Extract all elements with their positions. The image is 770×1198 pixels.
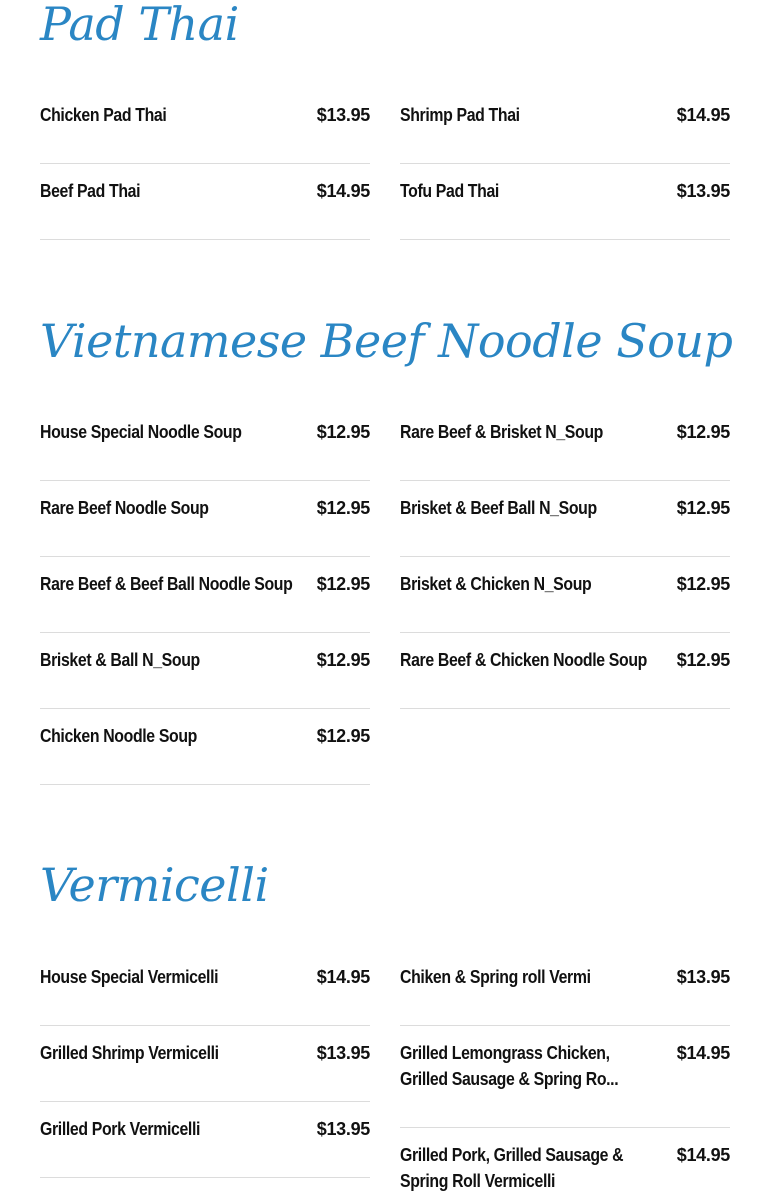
menu-item-price: $13.95 [316, 1119, 370, 1139]
menu-item-price: $12.95 [316, 422, 370, 442]
menu-column-left [40, 964, 370, 1178]
menu-item-name: Shrimp Pad Thai [400, 105, 520, 125]
menu-item-price: $12.95 [676, 422, 730, 442]
menu-item-price: $13.95 [676, 181, 730, 201]
menu-item[interactable] [40, 164, 370, 240]
menu-item[interactable] [40, 419, 370, 481]
menu-item-price: $14.95 [316, 967, 370, 987]
menu-item-name: Rare Beef & Beef Ball Noodle Soup [40, 574, 293, 594]
menu-item[interactable] [40, 1026, 370, 1102]
menu-item-price: $12.95 [316, 574, 370, 594]
menu-item-name: Tofu Pad Thai [400, 181, 499, 201]
menu-item-name: Chicken Noodle Soup [40, 726, 198, 746]
menu-item[interactable] [400, 419, 730, 481]
menu-item-name: Rare Beef Noodle Soup [40, 498, 209, 518]
menu-item[interactable] [400, 633, 730, 709]
menu-item-name: Chiken & Spring roll Vermi [400, 967, 591, 987]
menu-item[interactable] [400, 1026, 730, 1128]
menu-item-name: Rare Beef & Brisket N_Soup [400, 422, 604, 442]
menu-item-name: Brisket & Ball N_Soup [40, 650, 200, 670]
menu-item[interactable] [40, 1102, 370, 1178]
menu-item-name: Rare Beef & Chicken Noodle Soup [400, 650, 647, 670]
menu-item[interactable] [400, 964, 730, 1026]
menu-item-price: $12.95 [316, 726, 370, 746]
menu-item[interactable] [400, 164, 730, 240]
menu-item-name: Brisket & Beef Ball N_Soup [400, 498, 597, 518]
menu-item-name: House Special Vermicelli [40, 967, 219, 987]
menu-item-name: Grilled Pork Vermicelli [40, 1119, 201, 1139]
menu-item-name: Grilled Lemongrass Chicken, Grilled Sausage & Spring Ro... [400, 1043, 619, 1089]
menu-item-price: $13.95 [316, 1043, 370, 1063]
menu-item-name: Brisket & Chicken N_Soup [400, 574, 592, 594]
menu-item[interactable] [40, 709, 370, 785]
section-title: Vietnamese Beef Noodle Soup [40, 314, 733, 368]
menu-item-price: $14.95 [676, 1145, 730, 1165]
menu-item[interactable] [40, 102, 370, 164]
menu-item-price: $12.95 [316, 498, 370, 518]
menu-item-price: $12.95 [676, 574, 730, 594]
menu-item[interactable] [40, 633, 370, 709]
menu-item-price: $12.95 [316, 650, 370, 670]
menu-item[interactable] [400, 481, 730, 557]
menu-column-left [40, 419, 370, 785]
menu-item-price: $12.95 [676, 650, 730, 670]
menu-item[interactable] [400, 557, 730, 633]
menu-item[interactable] [400, 1128, 730, 1198]
menu-item[interactable] [40, 481, 370, 557]
menu-column-right [400, 964, 730, 1198]
menu-item-name: Grilled Pork, Grilled Sausage & Spring Roll Vermicelli [400, 1145, 624, 1191]
menu-item-name: House Special Noodle Soup [40, 422, 242, 442]
menu-item-price: $12.95 [676, 498, 730, 518]
menu-item-price: $13.95 [316, 105, 370, 125]
menu-item-price: $14.95 [676, 1043, 730, 1063]
menu-column-left [40, 102, 370, 240]
menu-column-right [400, 419, 730, 709]
menu-item-name: Grilled Shrimp Vermicelli [40, 1043, 219, 1063]
menu-item-name: Chicken Pad Thai [40, 105, 167, 125]
menu-item-price: $14.95 [676, 105, 730, 125]
menu-item-name: Beef Pad Thai [40, 181, 141, 201]
menu-item-price: $14.95 [316, 181, 370, 201]
menu-item[interactable] [40, 557, 370, 633]
menu-item[interactable] [400, 102, 730, 164]
section-title: Vermicelli [40, 858, 269, 912]
menu-item[interactable] [40, 964, 370, 1026]
menu-column-right [400, 102, 730, 240]
section-title: Pad Thai [40, 0, 239, 51]
menu-item-price: $13.95 [676, 967, 730, 987]
